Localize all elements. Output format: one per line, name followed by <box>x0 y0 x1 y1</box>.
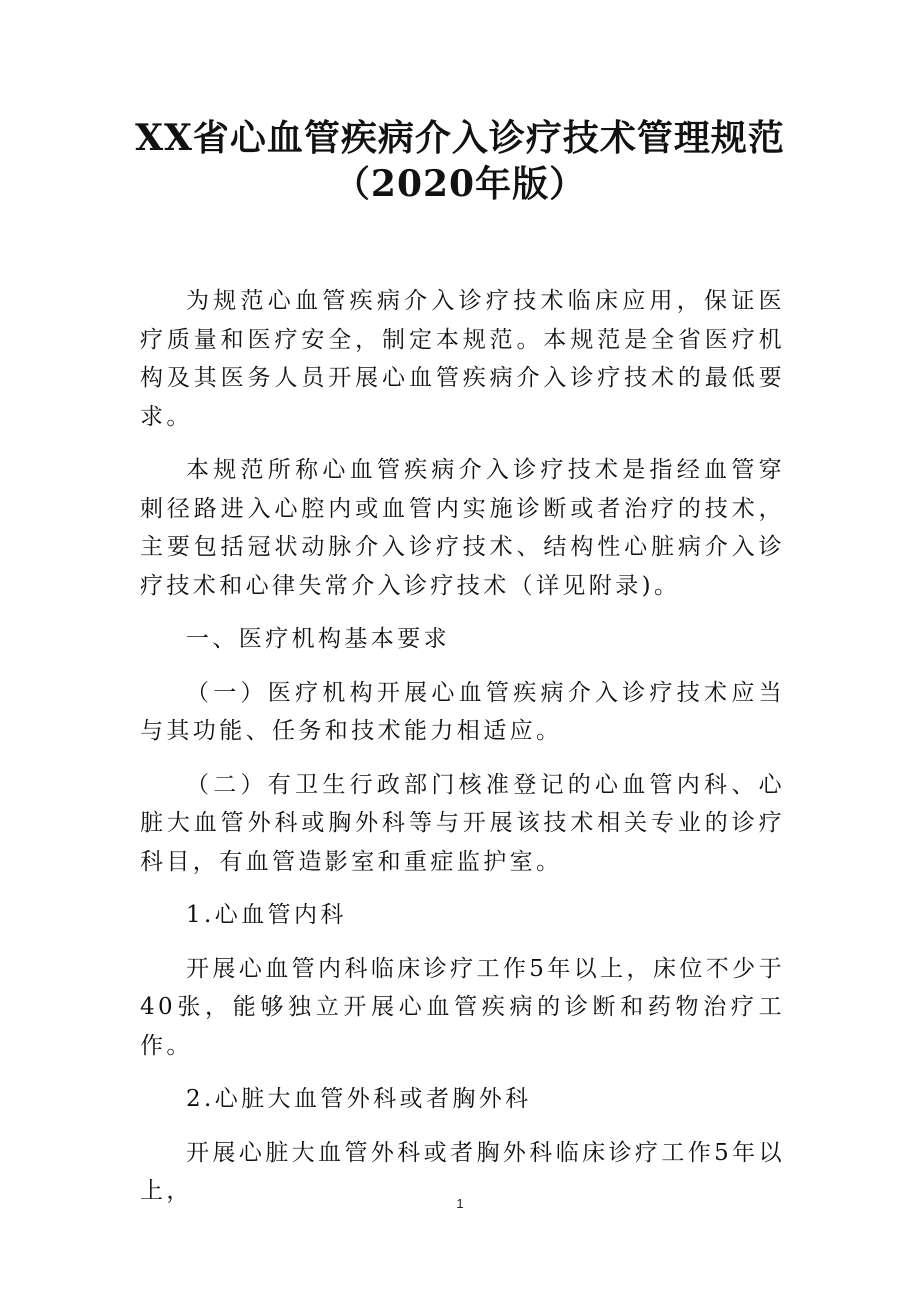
document-subtitle: （2020年版） <box>333 163 587 205</box>
paragraph-purpose: 为规范心血管疾病介入诊疗技术临床应用，保证医疗质量和医疗安全，制定本规范。本规范是全省医疗机构及其医务人员开展心血管疾病介入诊疗技术的最低要求。 <box>140 288 785 430</box>
paragraph-item-1: （一）医疗机构开展心血管疾病介入诊疗技术应当与其功能、任务和技术能力相适应。 <box>140 679 785 744</box>
subheading-cardiac-surgery: 2.心脏大血管外科或者胸外科 <box>186 1086 532 1112</box>
page-number: 1 <box>456 1196 464 1211</box>
paragraph-definition: 本规范所称心血管疾病介入诊疗技术是指经血管穿刺径路进入心腔内或血管内实施诊断或者治疗的技术，主要包括冠状动脉介入诊疗技术、结构性心脏病介入诊疗技术和心律失常介入诊疗技术（详见附录)。 <box>140 457 785 599</box>
paragraph-item-2: （二）有卫生行政部门核准登记的心血管内科、心脏大血管外科或胸外科等与开展该技术相关专业的诊疗科目，有血管造影室和重症监护室。 <box>140 771 785 875</box>
document-body <box>140 282 785 1226</box>
subheading-cardiology: 1.心血管内科 <box>186 902 347 928</box>
paragraph-cardiac-surgery: 开展心脏大血管外科或者胸外科临床诊疗工作5年以上， <box>140 1139 785 1204</box>
paragraph-cardiology: 开展心血管内科临床诊疗工作5年以上，床位不少于40张，能够独立开展心血管疾病的诊断和药物治疗工作。 <box>140 955 785 1059</box>
document-title: XX省心血管疾病介入诊疗技术管理规范 <box>135 117 785 159</box>
section-heading-institution-requirements: 一、医疗机构基本要求 <box>186 626 450 652</box>
